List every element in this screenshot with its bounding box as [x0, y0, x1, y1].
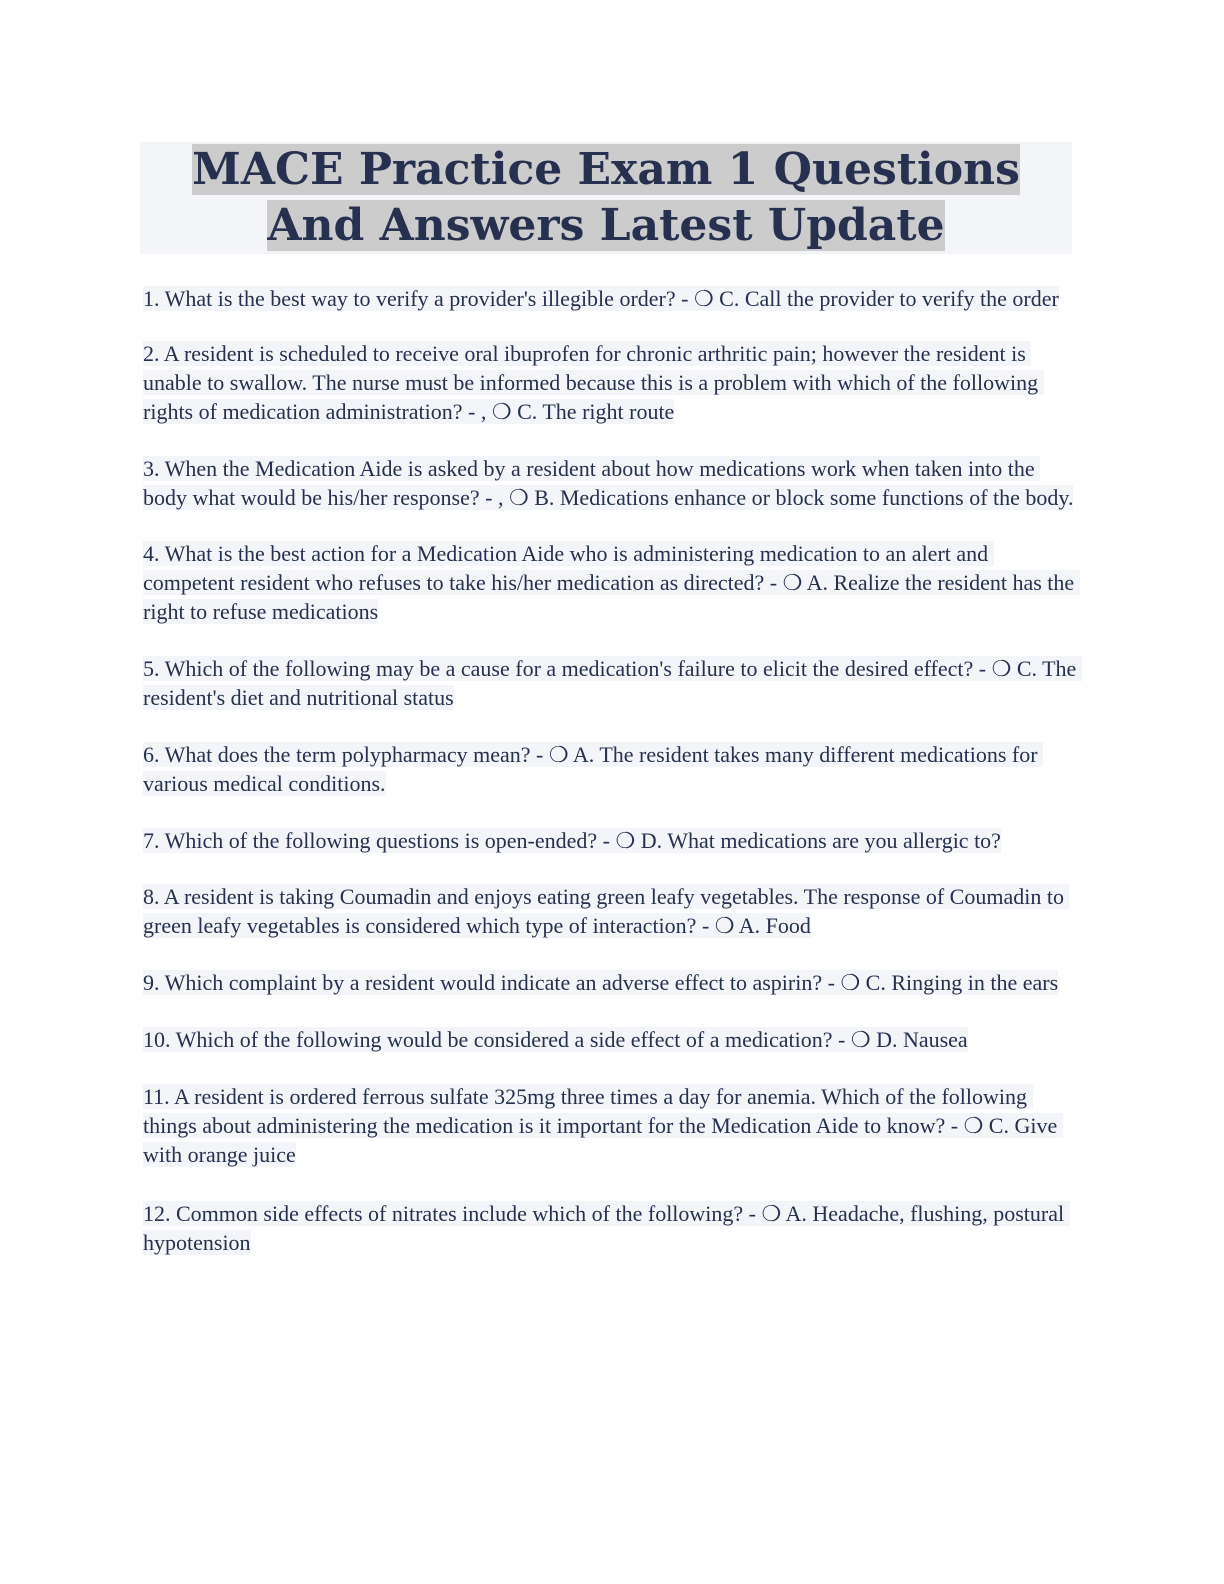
question-text-9: 9. Which complaint by a resident would indicate an adverse effect to aspirin? - ❍ C. Ringing in the ears: [143, 970, 1059, 995]
question-text-6: 6. What does the term polypharmacy mean? - ❍ A. The resident takes many different medications for various medical conditions.: [143, 742, 1044, 796]
question-item-4: [143, 539, 1078, 626]
question-item-6: [143, 740, 1078, 798]
question-text-2: 2. A resident is scheduled to receive oral ibuprofen for chronic arthritic pain; however the resident is unable to swallow. The nurse must be informed because this is a problem with which of the following rights of medication administration? - , ❍ C. The right route: [143, 341, 1044, 424]
question-list: [143, 284, 1082, 1257]
question-item-1: [143, 284, 1078, 313]
question-item-11: [143, 1082, 1078, 1169]
question-item-2: [143, 339, 1078, 426]
question-item-9: [143, 968, 1078, 997]
question-item-10: [143, 1025, 1078, 1054]
question-text-5: 5. Which of the following may be a cause for a medication's failure to elicit the desired effect? - ❍ C. The resident's diet and nutritional status: [143, 656, 1082, 710]
question-text-4: 4. What is the best action for a Medication Aide who is administering medication to an alert and competent resident who refuses to take his/her medication as directed? - ❍ A. Realize the resident has the right to refuse medications: [143, 541, 1080, 624]
page-title: [140, 142, 1072, 254]
page-title-text: MACE Practice Exam 1 Questions And Answers Latest Update: [192, 144, 1020, 251]
question-text-12: 12. Common side effects of nitrates include which of the following? - ❍ A. Headache, flushing, postural hypotension: [143, 1201, 1070, 1255]
question-text-11: 11. A resident is ordered ferrous sulfate 325mg three times a day for anemia. Which of the following things about administering the medication is it important for the Medication Aide to know? - ❍ C. Give with orange juice: [143, 1084, 1063, 1167]
question-text-3: 3. When the Medication Aide is asked by a resident about how medications work when taken into the body what would be his/her response? - , ❍ B. Medications enhance or block some functions of the body.: [143, 456, 1074, 510]
question-item-7: [143, 826, 1078, 855]
question-text-8: 8. A resident is taking Coumadin and enjoys eating green leafy vegetables. The response of Coumadin to green leafy vegetables is considered which type of interaction? - ❍ A. Food: [143, 884, 1070, 938]
question-item-12: [143, 1199, 1078, 1257]
question-text-7: 7. Which of the following questions is open-ended? - ❍ D. What medications are you allergic to?: [143, 828, 1001, 853]
question-item-8: [143, 882, 1078, 940]
question-text-10: 10. Which of the following would be considered a side effect of a medication? - ❍ D. Nausea: [143, 1027, 968, 1052]
question-text-1: 1. What is the best way to verify a provider's illegible order? - ❍ C. Call the provider to verify the order: [143, 286, 1059, 311]
question-item-5: [143, 654, 1082, 712]
question-item-3: [143, 454, 1078, 512]
